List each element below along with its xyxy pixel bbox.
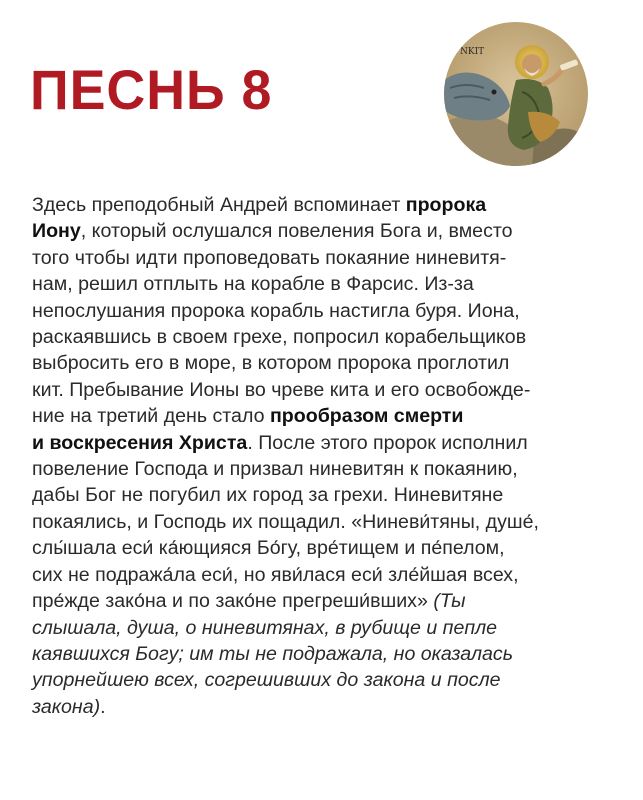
text-line bbox=[32, 324, 612, 350]
bold-text: и воскресения Христа bbox=[32, 431, 248, 454]
text-segment: дабы Бог не погубил их город за грехи. Ниневитяне bbox=[32, 484, 504, 507]
italic-text: каявшихся Богу; им ты не подражала, но оказалась bbox=[32, 642, 514, 665]
text-line bbox=[32, 245, 612, 271]
text-segment: сих не подража́ла еси́, но яви́лася еси́ зле́йшая всех, bbox=[32, 563, 519, 586]
bold-text: Иону bbox=[32, 220, 81, 243]
text-segment: пре́жде зако́на и по зако́не прегреши́вших» bbox=[32, 590, 434, 613]
text-segment: Здесь преподобный Андрей вспоминает bbox=[32, 194, 406, 216]
text-segment: раскаявшись в своем грехе, попросил корабельщиков bbox=[32, 326, 527, 349]
italic-text: слышала, душа, о ниневитянах, в рубище и пепле bbox=[32, 616, 498, 639]
bold-text: пророка bbox=[405, 194, 487, 216]
italic-text: закона) bbox=[32, 695, 101, 718]
text-line bbox=[32, 403, 612, 429]
text-line bbox=[32, 271, 612, 297]
italic-text: (Ты bbox=[433, 590, 466, 613]
text-line bbox=[32, 377, 612, 403]
icon-inscription: ΝΚΙΤ bbox=[460, 47, 485, 57]
text-line bbox=[32, 430, 612, 456]
body-text bbox=[32, 192, 612, 720]
text-line bbox=[32, 350, 612, 376]
text-line bbox=[32, 509, 612, 535]
text-line bbox=[32, 667, 612, 693]
text-line bbox=[32, 694, 612, 720]
text-line bbox=[32, 562, 612, 588]
text-segment: слы́шала еси́ ка́ющияся Бо́гу, вре́тищем и пе́пелом, bbox=[32, 537, 505, 560]
text-line bbox=[32, 588, 612, 614]
prophet-jonah-icon bbox=[444, 22, 588, 166]
bold-text: прообразом смерти bbox=[269, 405, 464, 428]
text-segment: выбросить его в море, в котором пророка проглотил bbox=[32, 352, 510, 375]
page-title: ПЕСНЬ 8 bbox=[30, 58, 273, 121]
text-segment: нам, решил отплыть на корабле в Фарсис. Из-за bbox=[32, 273, 474, 296]
text-line bbox=[32, 615, 612, 641]
text-segment: повеление Господа и призвал ниневитян к покаянию, bbox=[32, 458, 518, 481]
text-line bbox=[32, 482, 612, 508]
text-line bbox=[32, 192, 612, 218]
text-segment: . bbox=[100, 695, 106, 718]
text-line bbox=[32, 298, 612, 324]
text-segment: того чтобы идти проповедовать покаяние ниневитя- bbox=[32, 246, 507, 269]
text-line bbox=[32, 456, 612, 482]
text-line bbox=[32, 535, 612, 561]
italic-text: упорнейшею всех, согрешивших до закона и после bbox=[32, 669, 501, 692]
text-segment: . После этого пророк исполнил bbox=[247, 431, 528, 454]
text-segment: , который ослушался повеления Бога и, вместо bbox=[80, 220, 513, 243]
text-line bbox=[32, 641, 612, 667]
text-segment: кит. Пребывание Ионы во чреве кита и его освобожде- bbox=[32, 378, 531, 401]
text-segment: ние на третий день стало bbox=[32, 405, 270, 428]
text-segment: непослушания пророка корабль настигла буря. Иона, bbox=[32, 299, 520, 322]
text-segment: покаялись, и Господь их пощадил. «Ниневи́тяны, душе́, bbox=[32, 510, 539, 533]
text-line bbox=[32, 218, 612, 244]
